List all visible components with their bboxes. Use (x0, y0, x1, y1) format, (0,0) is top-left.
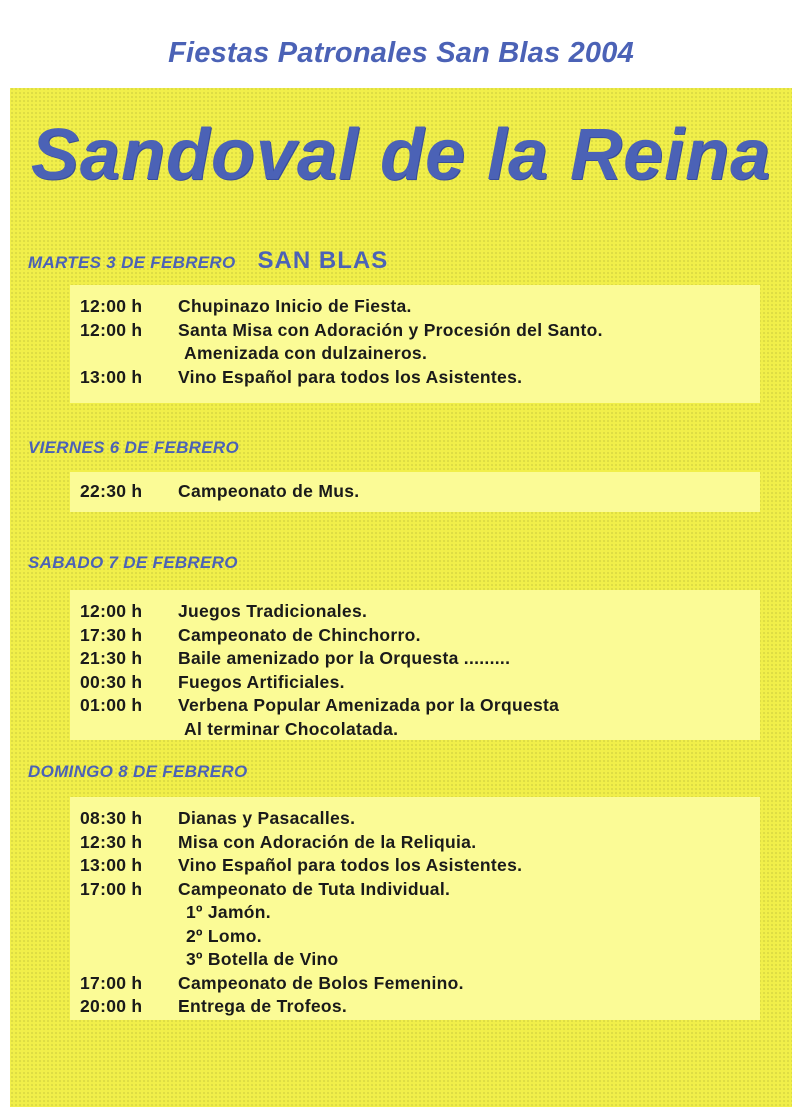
event-description: 2º Lomo. (186, 925, 262, 946)
event-time: 13:00 h (80, 366, 143, 387)
schedule-box-viernes (70, 472, 760, 512)
event-description: Entrega de Trofeos. (178, 996, 348, 1016)
event-description: Amenizada con dulzaineros. (184, 343, 428, 363)
event-description: Campeonato de Tuta Individual. (178, 878, 451, 899)
event-description: Fuegos Artificiales. (178, 671, 345, 692)
event-description: 3º Botella de Vino (186, 949, 339, 969)
event-time: 01:00 h (80, 695, 143, 715)
day-heading-label: DOMINGO 8 DE FEBRERO (28, 762, 248, 781)
event-description: Al terminar Chocolatada. (184, 718, 399, 739)
event-time: 22:30 h (80, 481, 143, 501)
day-heading-martes (28, 247, 388, 275)
event-time: 20:00 h (80, 996, 143, 1016)
event-time: 13:00 h (80, 855, 143, 875)
poster-subtitle: Fiestas Patronales San Blas 2004 (168, 37, 634, 69)
event-row (80, 480, 760, 504)
event-description: Campeonato de Bolos Femenino. (178, 972, 464, 993)
event-time: 12:00 h (80, 296, 143, 316)
event-description: 1º Jamón. (186, 902, 271, 922)
event-time: 12:30 h (80, 831, 143, 852)
event-time: 17:00 h (80, 972, 143, 993)
event-row (80, 948, 760, 972)
event-row (80, 624, 760, 648)
event-time (80, 718, 178, 742)
day-heading-sabado (28, 553, 238, 573)
event-row (80, 319, 760, 343)
event-time: 12:00 h (80, 319, 143, 340)
event-description: Campeonato de Mus. (178, 481, 360, 501)
day-heading-label: MARTES 3 DE FEBRERO (28, 253, 236, 272)
event-row (80, 295, 760, 319)
event-description: Vino Español para todos los Asistentes. (178, 855, 523, 875)
event-description: Dianas y Pasacalles. (178, 808, 356, 828)
day-heading-domingo (28, 762, 247, 782)
event-row (80, 854, 760, 878)
event-row (80, 995, 760, 1019)
subtitle-banner (10, 35, 792, 88)
event-description: Baile amenizado por la Orquesta ......... (178, 648, 511, 668)
poster-title: Sandoval de la Reina (30, 115, 772, 195)
schedule-box-sabado (70, 590, 760, 740)
event-time (80, 342, 178, 366)
event-row (80, 342, 760, 366)
event-description: Juegos Tradicionales. (178, 601, 368, 621)
event-description: Misa con Adoración de la Reliquia. (178, 831, 477, 852)
saint-name: SAN BLAS (257, 247, 389, 274)
event-time: 08:30 h (80, 808, 143, 828)
event-description: Campeonato de Chinchorro. (178, 624, 421, 645)
event-time: 17:30 h (80, 624, 143, 645)
event-row (80, 718, 760, 742)
event-row (80, 671, 760, 695)
event-description: Vino Español para todos los Asistentes. (178, 366, 523, 387)
schedule-box-domingo (70, 797, 760, 1020)
event-row (80, 901, 760, 925)
day-heading-label: SABADO 7 DE FEBRERO (28, 553, 238, 572)
event-row (80, 807, 760, 831)
event-time: 21:30 h (80, 648, 143, 668)
festival-poster (10, 35, 792, 1107)
event-time (80, 925, 178, 949)
event-row (80, 647, 760, 671)
event-time: 00:30 h (80, 671, 143, 692)
event-description: Chupinazo Inicio de Fiesta. (178, 296, 412, 316)
schedule-box-martes (70, 285, 760, 403)
event-row (80, 600, 760, 624)
event-time: 12:00 h (80, 601, 143, 621)
event-description: Santa Misa con Adoración y Procesión del Santo. (178, 319, 603, 340)
event-description: Verbena Popular Amenizada por la Orquesta (178, 695, 560, 715)
event-time (80, 948, 178, 972)
event-row (80, 831, 760, 855)
event-row (80, 366, 760, 390)
event-row (80, 925, 760, 949)
event-time: 17:00 h (80, 878, 143, 899)
event-row (80, 878, 760, 902)
event-time (80, 901, 178, 925)
day-heading-viernes (28, 438, 239, 458)
event-row (80, 972, 760, 996)
event-row (80, 694, 760, 718)
day-heading-label: VIERNES 6 DE FEBRERO (28, 438, 239, 457)
